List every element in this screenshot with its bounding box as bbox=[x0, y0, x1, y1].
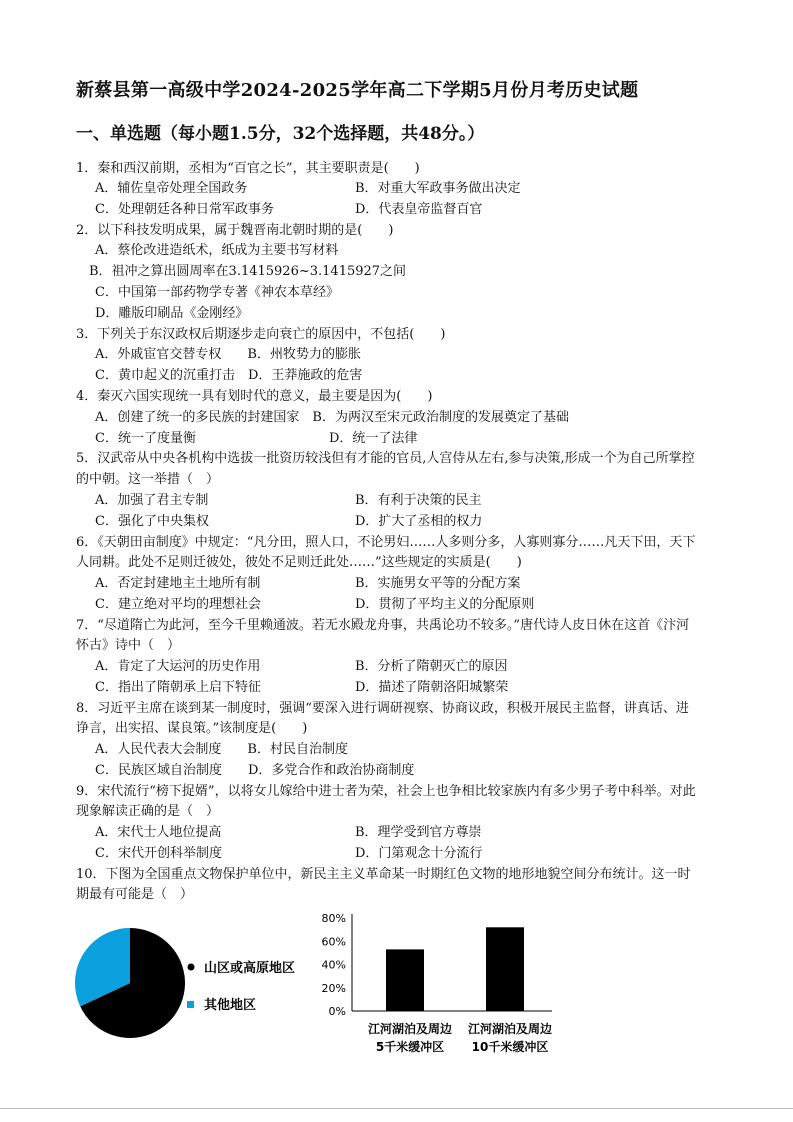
question-8-stem-line2: 诤言，出实招、谋良策。”该制度是( ) bbox=[76, 721, 308, 736]
question-5-stem-line2: 的中朝。这一举措（ ） bbox=[76, 472, 220, 487]
question-5-option-d: D．扩大了丞相的权力 bbox=[355, 514, 483, 529]
x-category-label: 江河湖泊及周边 bbox=[367, 1022, 453, 1036]
bar-chart bbox=[322, 912, 552, 1054]
y-tick-label: 20% bbox=[321, 981, 346, 995]
question-3-stem: 3．下列关于东汉政权后期逐步走向衰亡的原因中，不包括( ) bbox=[76, 327, 446, 342]
question-1-option-b: B．对重大军政事务做出决定 bbox=[355, 181, 521, 196]
x-category-label: 江河湖泊及周边 bbox=[467, 1022, 553, 1036]
question-4-option-c: C．统一了度量衡 bbox=[95, 431, 196, 446]
question-3-options-cd: C．黄巾起义的沉重打击 D．王莽施政的危害 bbox=[95, 368, 363, 383]
question-6-option-b: B．实施男女平等的分配方案 bbox=[355, 576, 521, 591]
y-tick-label: 60% bbox=[321, 935, 346, 949]
question-9-option-d: D．门第观念十分流行 bbox=[355, 846, 483, 861]
question-5-option-c: C．强化了中央集权 bbox=[95, 514, 209, 529]
question-7-stem-line1: 7．“尽道隋亡为此河，至今千里赖通波。若无水殿龙舟事，共禹论功不较多。”唐代诗人皮日休在这首《汴河 bbox=[76, 618, 690, 633]
question-6-option-a: A．否定封建地主土地所有制 bbox=[95, 576, 261, 591]
question-6-stem-line2: 人同耕。此处不足则迁彼处，彼处不足则迁此处……”这些规定的实质是( ) bbox=[76, 555, 522, 570]
question-2-option-a: A．蔡伦改进造纸术，纸成为主要书写材料 bbox=[95, 243, 339, 258]
section-heading: 一、单选题（每小题1.5分，32个选择题，共48分。） bbox=[76, 124, 485, 144]
question-1-stem: 1．秦和西汉前期，丞相为“百官之长”，其主要职责是( ) bbox=[76, 161, 420, 176]
question-4-option-d: D．统一了法律 bbox=[329, 431, 418, 446]
question-5-option-a: A．加强了君主专制 bbox=[95, 493, 209, 508]
question-10-stem-line2: 期最有可能是（ ） bbox=[76, 887, 194, 902]
y-tick-label: 80% bbox=[321, 912, 346, 925]
question-9-option-c: C．宋代开创科举制度 bbox=[95, 846, 222, 861]
legend-label-mountain: 山区或高原地区 bbox=[204, 961, 296, 976]
question-5-stem-line1: 5．汉武帝从中央各机构中选拔一批资历较浅但有才能的官员,人宫侍从左右,参与决策,形成一个为自己所掌控 bbox=[76, 451, 695, 466]
question-9-stem-line2: 现象解读正确的是（ ） bbox=[76, 804, 220, 819]
question-6-stem-line1: 6．《天朝田亩制度》中规定：“凡分田，照人口，不论男妇……人多则分多，人寡则寡分……凡天下田，天下 bbox=[76, 535, 696, 550]
question-9-option-b: B．理学受到官方尊崇 bbox=[355, 825, 482, 840]
question-2-option-d: D．雕版印刷品《金刚经》 bbox=[95, 306, 249, 321]
question-7-option-a: A．肯定了大运河的历史作用 bbox=[95, 659, 261, 674]
question-1-option-c: C．处理朝廷各种日常军政事务 bbox=[95, 202, 274, 217]
question-5-option-b: B．有利于决策的民主 bbox=[355, 493, 482, 508]
x-category-label: 5千米缓冲区 bbox=[375, 1040, 445, 1054]
question-3-options-ab: A．外戚宦官交替专权 B．州牧势力的膨胀 bbox=[95, 347, 361, 362]
question-4-options-ab: A．创建了统一的多民族的封建国家 B．为两汉至宋元政治制度的发展奠定了基础 bbox=[95, 410, 569, 425]
question-2-option-b: B．祖冲之算出圆周率在3.1415926~3.1415927之间 bbox=[89, 264, 407, 279]
question-9-option-a: A．宋代士人地位提高 bbox=[95, 825, 222, 840]
pie-legend bbox=[187, 960, 295, 1013]
question-9-stem-line1: 9．宋代流行“榜下捉婿”，以将女儿嫁给中进士者为荣，社会上也争相比较家族内有多少男子考中科举。对此 bbox=[76, 784, 696, 799]
bar bbox=[386, 949, 424, 1011]
y-tick-label: 0% bbox=[328, 1005, 346, 1018]
page-bottom-rule bbox=[0, 1108, 793, 1109]
question-7-option-b: B．分析了隋朝灭亡的原因 bbox=[355, 659, 508, 674]
question-6-option-c: C．建立绝对平均的理想社会 bbox=[95, 597, 261, 612]
question-7-stem-line2: 怀古》诗中（ ） bbox=[76, 638, 181, 653]
x-category-label: 10千米缓冲区 bbox=[471, 1040, 549, 1054]
question-7-option-c: C．指出了隋朝承上启下特征 bbox=[95, 680, 261, 695]
question-1-option-d: D．代表皇帝监督百官 bbox=[355, 202, 483, 217]
question-8-options-ab: A．人民代表大会制度 B．村民自治制度 bbox=[95, 742, 348, 757]
question-2-stem: 2．以下科技发明成果，属于魏晋南北朝时期的是( ) bbox=[76, 223, 394, 238]
question-2-option-c: C．中国第一部药物学专著《神农本草经》 bbox=[95, 285, 339, 300]
pie-chart bbox=[75, 928, 185, 1038]
legend-marker-other bbox=[187, 1001, 194, 1008]
question-8-stem-line1: 8．习近平主席在谈到某一制度时，强调“要深入进行调研视察、协商议政，积极开展民主监督，讲真话、进 bbox=[76, 701, 689, 716]
question-7-option-d: D．描述了隋朝洛阳城繁荣 bbox=[355, 680, 509, 695]
question-4-stem: 4．秦灭六国实现统一具有划时代的意义，最主要是因为( ) bbox=[76, 389, 433, 404]
legend-label-other: 其他地区 bbox=[204, 998, 257, 1013]
page-title: 新蔡县第一高级中学2024-2025学年高二下学期5月份月考历史试题 bbox=[76, 80, 639, 101]
question-8-options-cd: C．民族区域自治制度 D．多党合作和政治协商制度 bbox=[95, 763, 415, 778]
bar bbox=[486, 927, 524, 1011]
legend-marker-mountain bbox=[188, 964, 195, 971]
question-6-option-d: D．贯彻了平均主义的分配原则 bbox=[355, 597, 535, 612]
y-tick-label: 40% bbox=[321, 958, 346, 972]
question-10-stem-line1: 10．下图为全国重点文物保护单位中，新民主主义革命某一时期红色文物的地形地貌空间分布统计。这一时 bbox=[76, 867, 691, 882]
question-1-option-a: A．辅佐皇帝处理全国政务 bbox=[95, 181, 248, 196]
